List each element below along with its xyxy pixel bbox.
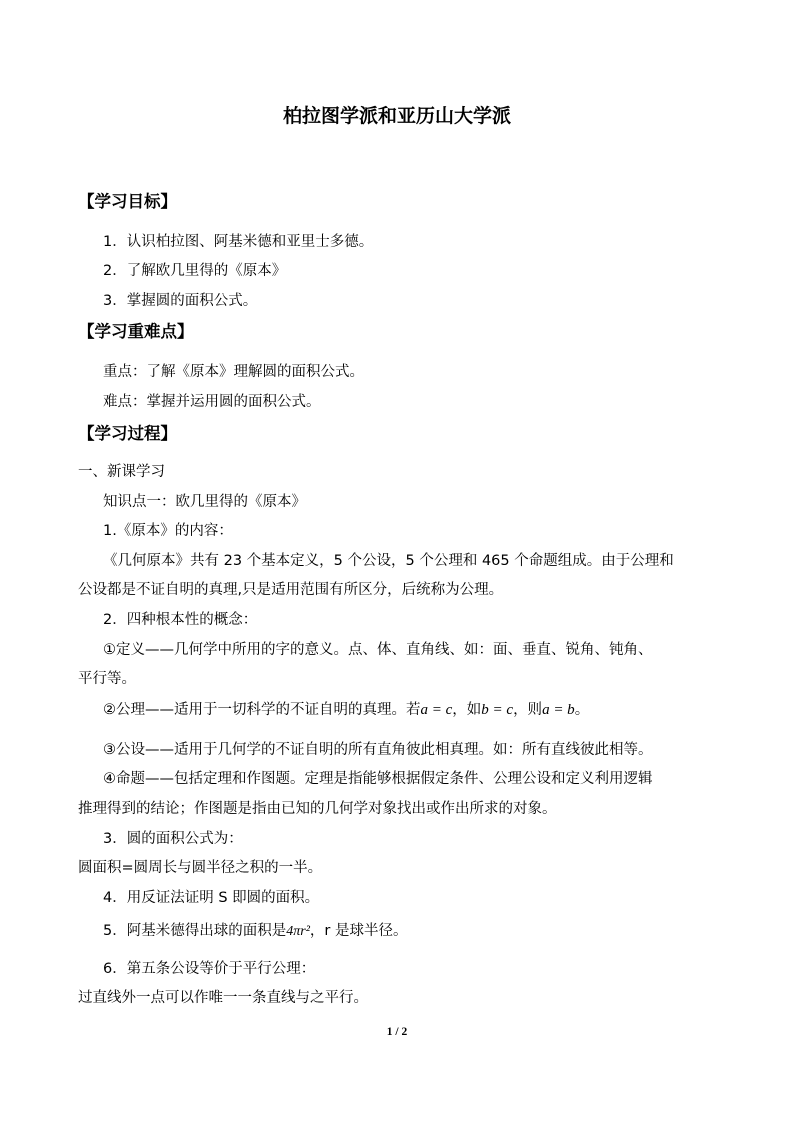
part-heading: 一、新课学习 (78, 464, 165, 480)
axiom-text: ②公理——适用于一切科学的不证自明的真理。若 (103, 702, 421, 718)
goal-item: 1．认识柏拉图、阿基米德和亚里士多德。 (103, 234, 374, 250)
sphere-area-formula: 4πr² (286, 924, 310, 939)
formula-a-eq-b: a = b (542, 702, 575, 718)
definition-text: 平行等。 (78, 671, 136, 687)
item5-line (103, 921, 407, 942)
keypoint-item: 重点：了解《原本》理解圆的面积公式。 (103, 364, 364, 380)
postulate-text: ③公设——适用于几何学的不证自明的所有直角彼此相真理。如：所有直线彼此相等。 (103, 742, 653, 758)
formula-a-eq-c: a = c (420, 702, 453, 718)
item5-text: 5．阿基米德得出球的面积是 (103, 923, 287, 939)
item5-text: ，r 是球半径。 (309, 923, 408, 939)
axiom-text: ，如 (452, 702, 482, 718)
item-heading: 4．用反证法证明 S 即圆的面积。 (103, 890, 320, 906)
keypoints-heading: 【学习重难点】 (78, 322, 194, 341)
axiom-text: 。 (574, 702, 590, 718)
goal-item: 2．了解欧几里得的《原本》 (103, 263, 287, 279)
item-heading: 3．圆的面积公式为： (103, 831, 243, 847)
page-number: 1 / 2 (386, 1026, 408, 1038)
item-heading: 1.《原本》的内容： (103, 523, 233, 539)
keypoint-item: 难点：掌握并运用圆的面积公式。 (103, 394, 321, 410)
formula-b-eq-c: b = c (481, 702, 514, 718)
knowledge-point: 知识点一：欧几里得的《原本》 (103, 494, 306, 510)
axiom-line (103, 700, 589, 720)
paragraph-text: 《几何原本》共有 23 个基本定义，5 个公设，5 个公理和 465 个命题组成。由于公理和 (103, 553, 674, 569)
goals-heading: 【学习目标】 (78, 192, 177, 211)
paragraph-text: 圆面积=圆周长与圆半径之积的一半。 (78, 860, 323, 876)
process-heading: 【学习过程】 (78, 424, 177, 443)
definition-text: ①定义——几何学中所用的字的意义。点、体、直角线、如：面、垂直、锐角、钝角、 (103, 642, 653, 658)
paragraph-text: 过直线外一点可以作唯一一条直线与之平行。 (78, 990, 368, 1006)
axiom-text: ，则 (513, 702, 543, 718)
item-heading: 6．第五条公设等价于平行公理： (103, 961, 316, 977)
proposition-text: ④命题——包括定理和作图题。定理是指能够根据假定条件、公理公设和定义利用逻辑 (103, 771, 653, 787)
goal-item: 3．掌握圆的面积公式。 (103, 293, 258, 309)
proposition-text: 推理得到的结论；作图题是指由已知的几何学对象找出或作出所求的对象。 (78, 801, 557, 817)
paragraph-text: 公设都是不证自明的真理,只是适用范围有所区分，后统称为公理。 (78, 582, 504, 598)
page-title: 柏拉图学派和亚历山大学派 (282, 105, 511, 127)
item-heading: 2．四种根本性的概念： (103, 612, 258, 628)
